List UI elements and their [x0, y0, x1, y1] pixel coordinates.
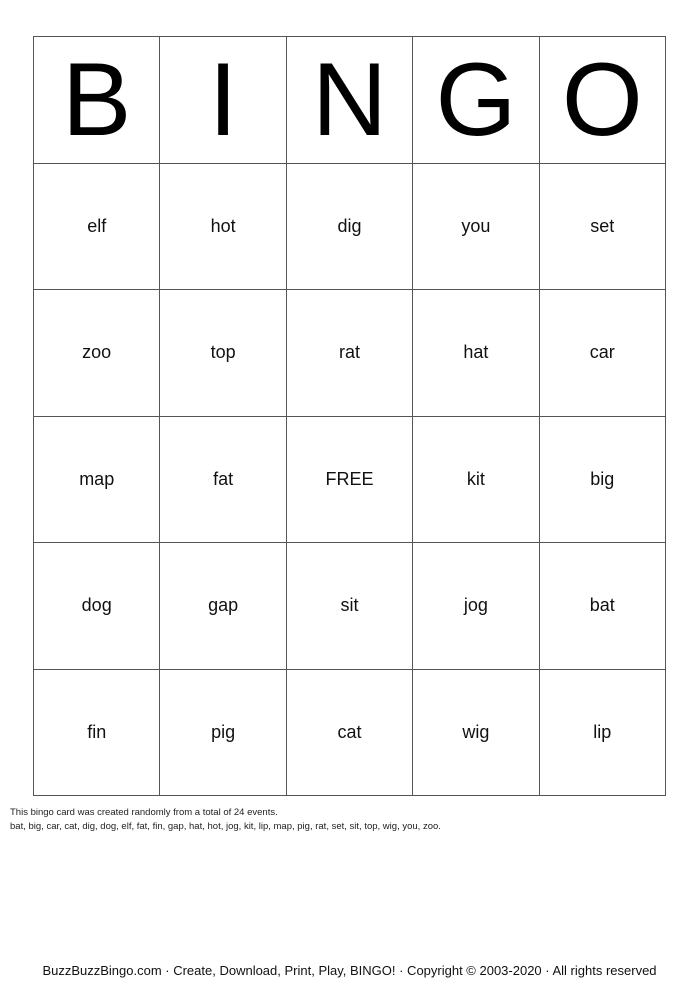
bingo-cell: fin: [34, 670, 160, 797]
bingo-cell: lip: [540, 670, 666, 797]
bingo-cell: car: [540, 290, 666, 417]
header-n: N: [287, 37, 413, 164]
header-g: G: [413, 37, 539, 164]
bingo-cell: big: [540, 417, 666, 544]
bingo-cell: you: [413, 164, 539, 291]
header-i: I: [160, 37, 286, 164]
bingo-cell: jog: [413, 543, 539, 670]
header-b: B: [34, 37, 160, 164]
bingo-cell: rat: [287, 290, 413, 417]
bingo-cell: fat: [160, 417, 286, 544]
bingo-cell: sit: [287, 543, 413, 670]
bingo-cell: map: [34, 417, 160, 544]
bingo-card: [33, 36, 666, 796]
header-o: O: [540, 37, 666, 164]
bingo-cell: pig: [160, 670, 286, 797]
bingo-cell: wig: [413, 670, 539, 797]
free-space: FREE: [287, 417, 413, 544]
note-word-list: bat, big, car, cat, dig, dog, elf, fat, fin, gap, hat, hot, jog, kit, lip, map, pig, rat, set, sit, top, wig, you, zoo.: [10, 821, 441, 832]
bingo-cell: zoo: [34, 290, 160, 417]
card-note: [10, 806, 441, 834]
bingo-cell: dog: [34, 543, 160, 670]
bingo-cell: gap: [160, 543, 286, 670]
bingo-cell: set: [540, 164, 666, 291]
bingo-cell: bat: [540, 543, 666, 670]
bingo-cell: elf: [34, 164, 160, 291]
bingo-cell: hot: [160, 164, 286, 291]
footer: BuzzBuzzBingo.com · Create, Download, Print, Play, BINGO! · Copyright © 2003-2020 · All rights reserved: [42, 963, 657, 978]
bingo-cell: hat: [413, 290, 539, 417]
bingo-cell: top: [160, 290, 286, 417]
bingo-cell: kit: [413, 417, 539, 544]
note-summary: This bingo card was created randomly from a total of 24 events.: [10, 807, 278, 818]
bingo-cell: dig: [287, 164, 413, 291]
bingo-cell: cat: [287, 670, 413, 797]
